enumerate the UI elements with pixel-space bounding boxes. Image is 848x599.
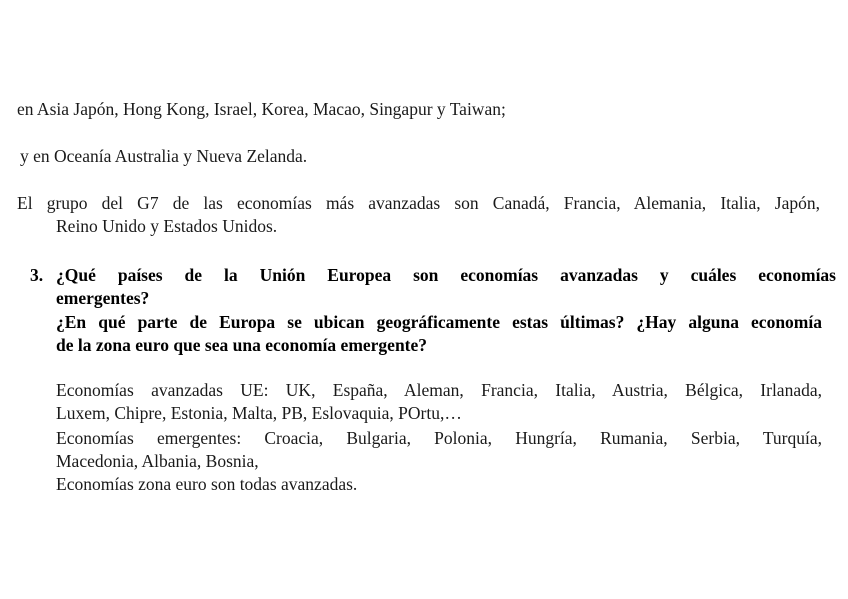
oceania-economies-line: y en Oceanía Australia y Nueva Zelanda.: [20, 146, 308, 166]
question-line-3: ¿En qué parte de Europa se ubican geográficamente estas últimas? ¿Hay alguna economía: [56, 312, 822, 332]
g7-paragraph-line-2: Reino Unido y Estados Unidos.: [56, 216, 278, 236]
question-line-4: de la zona euro que sea una economía emergente?: [56, 335, 428, 355]
asia-economies-line: en Asia Japón, Hong Kong, Israel, Korea, Macao, Singapur y Taiwan;: [17, 99, 506, 119]
question-number: 3.: [30, 265, 44, 285]
answer-advanced-line-1: Economías avanzadas UE: UK, España, Aleman, Francia, Italia, Austria, Bélgica, Irlanada,: [56, 380, 822, 400]
answer-eurozone-line: Economías zona euro son todas avanzadas.: [56, 474, 358, 494]
question-line-2: emergentes?: [56, 288, 150, 308]
answer-emerging-line-2: Macedonia, Albania, Bosnia,: [56, 451, 259, 471]
question-line-1: ¿Qué países de la Unión Europea son economías avanzadas y cuáles economías: [56, 265, 836, 285]
answer-emerging-line-1: Economías emergentes: Croacia, Bulgaria, Polonia, Hungría, Rumania, Serbia, Turquía,: [56, 428, 822, 448]
answer-advanced-line-2: Luxem, Chipre, Estonia, Malta, PB, Eslovaquia, POrtu,…: [56, 403, 462, 423]
g7-paragraph-line-1: El grupo del G7 de las economías más avanzadas son Canadá, Francia, Alemania, Italia, Japón,: [17, 193, 820, 213]
